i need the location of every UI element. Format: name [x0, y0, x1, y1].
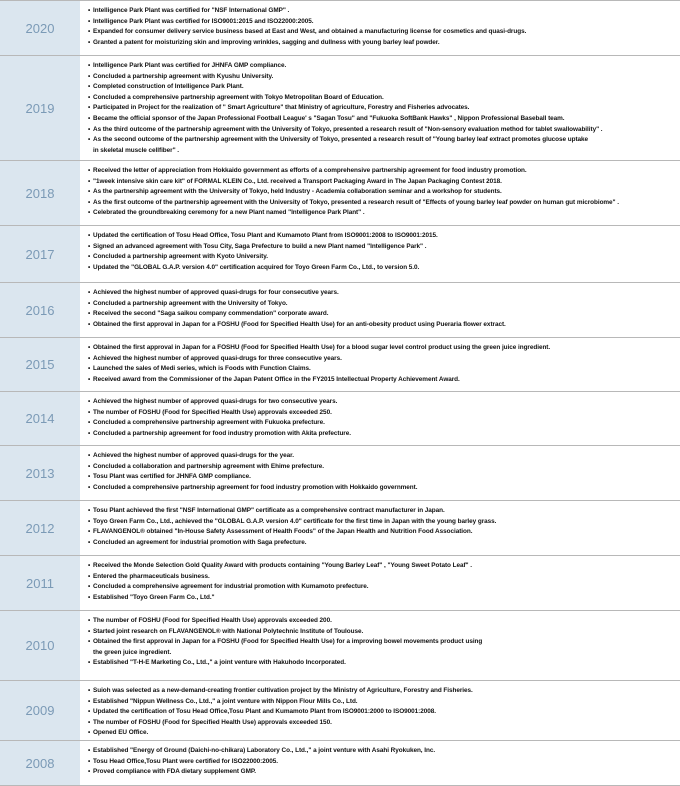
bullet-icon: • — [88, 562, 91, 569]
bullet-icon: • — [88, 299, 91, 307]
event-text: Suioh was selected as a new-demand-creating frontier cultivation project by the Ministry of Agriculture, Forestry and Fisheries. — [93, 687, 473, 694]
event-text: The number of FOSHU (Food for Specified Health Use) approvals exceeded 250. — [93, 408, 332, 416]
event-item — [88, 637, 680, 658]
bullet-icon: • — [88, 398, 91, 405]
event-text: Granted a patent for moisturizing skin and improving wrinkles, sagging and dullness with young barley leaf powder. — [93, 38, 440, 46]
event-item — [88, 572, 680, 583]
event-text: As the partnership agreement with the University of Tokyo, held Industry - Academia collaboration seminar and a workshop for students. — [93, 188, 502, 196]
event-item — [88, 17, 680, 28]
event-item — [88, 472, 680, 483]
bullet-icon: • — [88, 768, 91, 776]
bullet-icon: • — [88, 697, 91, 705]
history-row-2010 — [0, 611, 680, 681]
year-label: 2013 — [0, 446, 80, 500]
bullet-icon: • — [88, 354, 91, 362]
event-item — [88, 418, 680, 429]
event-list — [80, 283, 680, 337]
event-text-continued: the green juice ingredient. — [93, 648, 172, 656]
event-list — [80, 161, 680, 225]
event-item — [88, 6, 680, 17]
event-item — [88, 343, 680, 354]
event-text: Concluded a comprehensive partnership agreement for food industry promotion with Hokkaido government. — [93, 483, 418, 491]
bullet-icon: • — [88, 365, 91, 373]
bullet-icon: • — [88, 747, 91, 754]
history-row-2017 — [0, 226, 680, 283]
bullet-icon: • — [88, 483, 91, 491]
event-text: Tosu Head Office,Tosu Plant were certified for ISO22000:2005. — [93, 757, 278, 765]
bullet-icon: • — [88, 93, 91, 101]
event-text: Entered the pharmaceuticals business. — [93, 572, 210, 580]
bullet-icon: • — [88, 419, 91, 427]
bullet-icon: • — [88, 104, 91, 112]
history-row-2013 — [0, 446, 680, 501]
event-item — [88, 517, 680, 528]
bullet-icon: • — [88, 232, 91, 239]
event-item — [88, 451, 680, 462]
event-item — [88, 375, 680, 386]
event-text: FLAVANGENOL® obtained "In-House Safety Assessment of Health Foods" of the Japan Health and Nutrition Food Association. — [93, 528, 473, 536]
event-item — [88, 593, 680, 604]
event-text: Received the second "Saga saikou company commendation" corporate award. — [93, 310, 329, 318]
year-label: 2015 — [0, 338, 80, 391]
event-item — [88, 527, 680, 538]
event-text: Expanded for consumer delivery service business based at East and West, and obtained a manufacturing license for cosmetics and quasi-drugs. — [93, 28, 527, 36]
year-label: 2016 — [0, 283, 80, 337]
event-item — [88, 616, 680, 627]
event-item — [88, 658, 680, 669]
event-item — [88, 627, 680, 638]
history-row-2011 — [0, 556, 680, 611]
bullet-icon: • — [88, 263, 91, 271]
event-text: Signed an advanced agreement with Tosu City, Saga Prefecture to build a new Plant named "Intelligence Park" . — [93, 242, 427, 250]
year-label: 2008 — [0, 741, 80, 785]
event-item — [88, 299, 680, 310]
event-item — [88, 354, 680, 365]
event-text: Opened EU Office. — [93, 729, 149, 737]
event-text: Established "Energy of Ground (Daichi-no-chikara) Laboratory Co., Ltd.," a joint venture with Asahi Ryokuken, Inc. — [93, 747, 436, 754]
bullet-icon: • — [88, 72, 91, 80]
bullet-icon: • — [88, 517, 91, 525]
event-item — [88, 462, 680, 473]
bullet-icon: • — [88, 429, 91, 437]
event-text: "1week intensive skin care kit" of FORMAL KLEIN Co., Ltd. received a Transport Packaging Award in The Japan Packaging Contest 2018. — [93, 177, 502, 185]
event-text: As the second outcome of the partnership agreement with the University of Tokyo, presented a research result of "Young barley leaf extract promotes glucose uptake — [93, 136, 589, 144]
event-text: Concluded a comprehensive partnership agreement with Fukuoka prefecture. — [93, 419, 325, 427]
year-label: 2011 — [0, 556, 80, 610]
bullet-icon: • — [88, 83, 91, 91]
event-list — [80, 611, 680, 680]
bullet-icon: • — [88, 617, 91, 624]
event-text: Established "T-H-E Marketing Co., Ltd.," a joint venture with Hakuhodo Incorporated. — [93, 659, 346, 667]
event-item — [88, 82, 680, 93]
history-row-2016 — [0, 283, 680, 338]
bullet-icon: • — [88, 528, 91, 536]
bullet-icon: • — [88, 209, 91, 217]
event-text: Achieved the highest number of approved quasi-drugs for four consecutive years. — [93, 289, 339, 296]
event-text: Completed construction of Intelligence Park Plant. — [93, 83, 244, 91]
event-text: Obtained the first approval in Japan for a FOSHU (Food for Specified Health Use) for a improving bowel movements product using — [93, 638, 483, 646]
event-item — [88, 166, 680, 177]
year-label: 2020 — [0, 1, 80, 55]
bullet-icon: • — [88, 452, 91, 459]
event-item — [88, 718, 680, 729]
bullet-icon: • — [88, 17, 91, 25]
event-item — [88, 114, 680, 125]
bullet-icon: • — [88, 572, 91, 580]
event-text: Tosu Plant achieved the first "NSF International GMP" certificate as a comprehensive contract manufacturer in Japan. — [93, 507, 445, 514]
event-list — [80, 338, 680, 391]
event-text: Participated in Project for the realization of " Smart Agriculture" that Ministry of agriculture, Forestry and Fisheries advocates. — [93, 104, 470, 112]
event-item — [88, 707, 680, 718]
event-list — [80, 501, 680, 555]
bullet-icon: • — [88, 136, 91, 144]
event-item — [88, 135, 680, 156]
event-text: The number of FOSHU (Food for Specified Health Use) approvals exceeded 150. — [93, 718, 332, 726]
bullet-icon: • — [88, 375, 91, 383]
event-text: As the third outcome of the partnership agreement with the University of Tokyo, presented a research result of "Non-sensory evaluation method for tablet swallowability" . — [93, 125, 603, 133]
event-item — [88, 320, 680, 331]
bullet-icon: • — [88, 167, 91, 174]
bullet-icon: • — [88, 593, 91, 601]
bullet-icon: • — [88, 687, 91, 694]
event-text: The number of FOSHU (Food for Specified Health Use) approvals exceeded 200. — [93, 617, 332, 624]
event-text: Obtained the first approval in Japan for a FOSHU (Food for Specified Health Use) for an anti-obesity product using Pueraria flower extract. — [93, 320, 506, 328]
bullet-icon: • — [88, 114, 91, 122]
event-text: Concluded a partnership agreement for food industry promotion with Akita prefecture. — [93, 429, 351, 437]
history-row-2012 — [0, 501, 680, 556]
event-item — [88, 364, 680, 375]
event-text: Intelligence Park Plant was certified for "NSF International GMP" . — [93, 7, 290, 14]
event-text: Achieved the highest number of approved quasi-drugs for three consecutive years. — [93, 354, 342, 362]
bullet-icon: • — [88, 583, 91, 591]
event-item — [88, 242, 680, 253]
event-item — [88, 483, 680, 494]
event-item — [88, 538, 680, 549]
event-item — [88, 288, 680, 299]
year-label: 2010 — [0, 611, 80, 680]
event-item — [88, 198, 680, 209]
event-item — [88, 61, 680, 72]
bullet-icon: • — [88, 462, 91, 470]
event-item — [88, 309, 680, 320]
event-text: Intelligence Park Plant was certified for ISO9001:2015 and ISO22000:2005. — [93, 17, 314, 25]
bullet-icon: • — [88, 627, 91, 635]
bullet-icon: • — [88, 125, 91, 133]
event-item — [88, 125, 680, 136]
event-text: Established "Toyo Green Farm Co., Ltd." — [93, 593, 215, 601]
bullet-icon: • — [88, 408, 91, 416]
event-item — [88, 397, 680, 408]
bullet-icon: • — [88, 757, 91, 765]
event-list — [80, 392, 680, 445]
event-list — [80, 1, 680, 55]
event-list — [80, 226, 680, 282]
event-item — [88, 408, 680, 419]
history-row-2015 — [0, 338, 680, 392]
event-text: Updated the certification of Tosu Head Office,Tosu Plant and Kumamoto Plant from ISO9001:2000 to ISO9001:2008. — [93, 708, 436, 716]
event-text: Started joint research on FLAVANGENOL® with National Polytechnic Institute of Toulouse. — [93, 627, 364, 635]
year-label: 2019 — [0, 56, 80, 160]
year-label: 2009 — [0, 681, 80, 740]
event-text: Received the Monde Selection Gold Quality Award with products containing "Young Barley Leaf" , "Young Sweet Potato Leaf" . — [93, 562, 472, 569]
bullet-icon: • — [88, 242, 91, 250]
event-list — [80, 56, 680, 160]
event-item — [88, 72, 680, 83]
event-item — [88, 208, 680, 219]
bullet-icon: • — [88, 28, 91, 36]
bullet-icon: • — [88, 507, 91, 514]
event-text: Concluded an agreement for industrial promotion with Saga prefecture. — [93, 538, 307, 546]
history-row-2008 — [0, 741, 680, 786]
event-item — [88, 429, 680, 440]
event-text: Concluded a partnership agreement with Kyushu University. — [93, 72, 274, 80]
bullet-icon: • — [88, 253, 91, 261]
bullet-icon: • — [88, 718, 91, 726]
bullet-icon: • — [88, 538, 91, 546]
bullet-icon: • — [88, 473, 91, 481]
event-list — [80, 681, 680, 740]
event-text: Updated the certification of Tosu Head Office, Tosu Plant and Kumamoto Plant from ISO9001:2008 to ISO9001:2015. — [93, 232, 438, 239]
event-text: Concluded a comprehensive partnership agreement with Tokyo Metropolitan Board of Education. — [93, 93, 384, 101]
bullet-icon: • — [88, 62, 91, 69]
bullet-icon: • — [88, 638, 91, 646]
event-item — [88, 697, 680, 708]
event-text: Obtained the first approval in Japan for a FOSHU (Food for Specified Health Use) for a blood sugar level control product using the green juice ingredient. — [93, 344, 551, 351]
event-list — [80, 556, 680, 610]
event-list — [80, 741, 680, 785]
bullet-icon: • — [88, 289, 91, 296]
event-item — [88, 263, 680, 274]
bullet-icon: • — [88, 188, 91, 196]
bullet-icon: • — [88, 38, 91, 46]
year-label: 2017 — [0, 226, 80, 282]
event-item — [88, 252, 680, 263]
bullet-icon: • — [88, 344, 91, 351]
event-item — [88, 103, 680, 114]
event-text: Updated the "GLOBAL G.A.P. version 4.0" certification acquired for Toyo Green Farm Co., Ltd., to version 5.0. — [93, 263, 420, 271]
event-text: Received the letter of appreciation from Hokkaido government as efforts of a comprehensive partnership agreement for food industry promotion. — [93, 167, 527, 174]
history-row-2018 — [0, 161, 680, 226]
bullet-icon: • — [88, 7, 91, 14]
event-item — [88, 93, 680, 104]
bullet-icon: • — [88, 310, 91, 318]
event-text: Became the official sponsor of the Japan Professional Football League' s "Sagan Tosu" and "Fukuoka SoftBank Hawks" , Nippon Professional Baseball team. — [93, 114, 565, 122]
bullet-icon: • — [88, 177, 91, 185]
event-item — [88, 187, 680, 198]
history-row-2009 — [0, 681, 680, 741]
event-item — [88, 561, 680, 572]
event-item — [88, 728, 680, 739]
event-item — [88, 231, 680, 242]
bullet-icon: • — [88, 729, 91, 737]
event-item — [88, 38, 680, 49]
year-label: 2012 — [0, 501, 80, 555]
event-item — [88, 27, 680, 38]
event-text: As the first outcome of the partnership agreement with the University of Tokyo, presented a research result of "Effects of young barley leaf powder on human gut microbiome" . — [93, 198, 619, 206]
event-text: Toyo Green Farm Co., Ltd., achieved the "GLOBAL G.A.P. version 4.0" certificate for the first time in Japan with the young barley grass. — [93, 517, 497, 525]
event-item — [88, 757, 680, 768]
event-item — [88, 767, 680, 778]
event-list — [80, 446, 680, 500]
event-text: Concluded a collaboration and partnership agreement with Ehime prefecture. — [93, 462, 325, 470]
event-item — [88, 177, 680, 188]
event-text: Achieved the highest number of approved quasi-drugs for two consecutive years. — [93, 398, 338, 405]
bullet-icon: • — [88, 659, 91, 667]
history-row-2014 — [0, 392, 680, 446]
event-item — [88, 582, 680, 593]
event-item — [88, 746, 680, 757]
event-text: Achieved the highest number of approved quasi-drugs for the year. — [93, 452, 294, 459]
event-text: Celebrated the groundbreaking ceremony for a new Plant named "Intelligence Park Plant" . — [93, 209, 365, 217]
event-text: Proved compliance with FDA dietary supplement GMP. — [93, 768, 256, 776]
event-text: Concluded a partnership agreement with Kyoto University. — [93, 253, 268, 261]
year-label: 2014 — [0, 392, 80, 445]
bullet-icon: • — [88, 198, 91, 206]
bullet-icon: • — [88, 320, 91, 328]
event-text: Concluded a comprehensive agreement for industrial promotion with Kumamoto prefecture. — [93, 583, 369, 591]
event-text: Launched the sales of Medi series, which is Foods with Function Claims. — [93, 365, 311, 373]
event-text: Tosu Plant was certified for JHNFA GMP compliance. — [93, 473, 251, 481]
history-row-2019 — [0, 56, 680, 161]
bullet-icon: • — [88, 708, 91, 716]
event-text-continued: in skeletal muscle cellfiber" . — [93, 146, 180, 154]
event-item — [88, 506, 680, 517]
history-row-2020 — [0, 1, 680, 56]
event-item — [88, 686, 680, 697]
event-text: Received award from the Commissioner of the Japan Patent Office in the FY2015 Intellectual Property Achievement Award. — [93, 375, 460, 383]
event-text: Established "Nippun Wellness Co., Ltd.," a joint venture with Nippon Flour Mills Co., Ltd. — [93, 697, 358, 705]
event-text: Concluded a partnership agreement with the University of Tokyo. — [93, 299, 288, 307]
year-label: 2018 — [0, 161, 80, 225]
event-text: Intelligence Park Plant was certified for JHNFA GMP compliance. — [93, 62, 287, 69]
